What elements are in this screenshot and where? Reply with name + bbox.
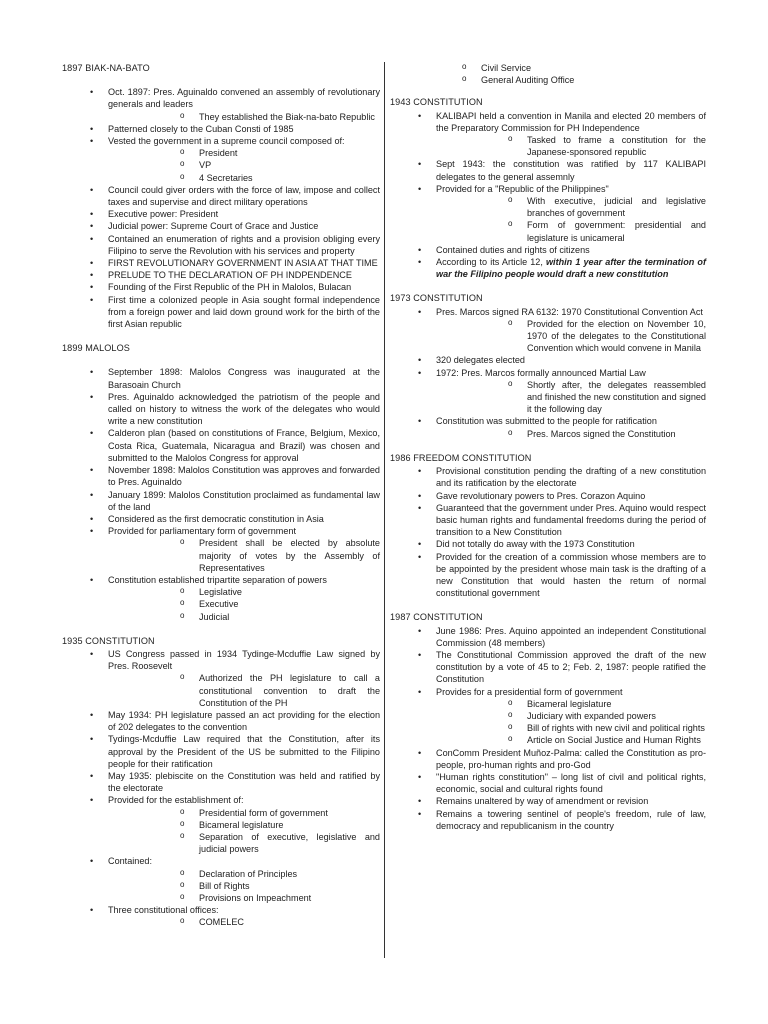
list-item: • November 1898: Malolos Constitution was approves and forwarded to Pres. Aguinaldo — [62, 464, 380, 488]
column-divider — [384, 62, 385, 958]
sub-list-item: o Authorized the PH legislature to call a constitutional convention to draft the Constitution of the PH — [108, 672, 380, 709]
sub-list — [436, 134, 706, 158]
sub-list-item: o Pres. Marcos signed the Constitution — [436, 428, 706, 440]
list-item: • Provisional constitution pending the drafting of a new constitution and its ratification by the electorate — [390, 465, 706, 489]
bullet-list — [62, 86, 380, 330]
list-item — [390, 686, 706, 747]
list-item-text: Pres. Marcos signed RA 6132: 1970 Constitutional Convention Act — [436, 306, 703, 317]
section-heading: 1935 CONSTITUTION — [62, 635, 155, 646]
section-heading: 1986 FREEDOM CONSTITUTION — [390, 452, 532, 463]
section-heading: 1899 MALOLOS — [62, 343, 130, 354]
sub-list-item: o President — [108, 147, 380, 159]
sub-list-item: o COMELEC — [108, 916, 380, 928]
list-item: • "Human rights constitution" – long list of civil and political rights, economic, social and cultural rights found — [390, 771, 706, 795]
sub-list-item: o Bill of rights with new civil and political rights — [436, 722, 706, 734]
list-item: • Calderon plan (based on constitutions of France, Belgium, Mexico, Costa Rica, Guatemala, Nicaragua and Brazil) was chosen and submitted to the Malolos Congress for approval — [62, 427, 380, 464]
list-item — [62, 86, 380, 123]
list-item: • Pres. Aguinaldo acknowledged the patriotism of the people and called on history to witness the work of the delegates who would write a new constitution — [62, 391, 380, 428]
list-item — [390, 306, 706, 355]
sub-list — [108, 586, 380, 623]
section-1899 — [62, 342, 380, 622]
sub-list-item: o Provided for the election on November 10, 1970 of the delegates to the Constitutional Convention which would convene in Manila — [436, 318, 706, 355]
list-item: • Council could giver orders with the force of law, impose and collect taxes and supervise and direct military operations — [62, 184, 380, 208]
emphasized-text: within 1 year after the termination of war the Filipino people would draft a new constitution — [436, 257, 706, 280]
list-item — [62, 904, 380, 928]
bullet-list — [62, 366, 380, 622]
section-1897 — [62, 62, 380, 330]
section-heading: 1943 CONSTITUTION — [390, 97, 483, 108]
sub-list — [108, 111, 380, 123]
list-item: • Provided for the creation of a commission whose members are to be appointed by the president whose main task is the drafting of a new Constitution that would hasten the return of normal constitutional government — [390, 551, 706, 600]
sub-list-item: o Presidential form of government — [108, 807, 380, 819]
sub-list — [108, 147, 380, 184]
sub-list-item: o VP — [108, 159, 380, 171]
sub-list-item: o General Auditing Office — [390, 74, 706, 86]
list-item: • May 1935: plebiscite on the Constitution was held and ratified by the electorate — [62, 770, 380, 794]
list-item-text: Provided for parliamentary form of government — [108, 526, 297, 537]
right-column — [390, 62, 706, 844]
sub-list — [108, 807, 380, 856]
sub-list-item: o Form of government: presidential and legislature is unicameral — [436, 219, 706, 243]
list-item — [62, 648, 380, 709]
sub-list-item: o With executive, judicial and legislative branches of government — [436, 195, 706, 219]
list-item — [390, 367, 706, 416]
list-item: • Remains unaltered by way of amendment or revision — [390, 795, 706, 807]
section-1987 — [390, 611, 706, 832]
list-item-text: Constitution established tripartite separation of powers — [108, 574, 327, 585]
list-item: • Did not totally do away with the 1973 Constitution — [390, 538, 706, 550]
list-item-text: KALIBAPI held a convention in Manila and elected 20 members of the Preparatory Commission for PH Independence — [436, 110, 706, 133]
list-item: • Gave revolutionary powers to Pres. Corazon Aquino — [390, 490, 706, 502]
section-1986 — [390, 452, 706, 599]
sub-list-item: o President shall be elected by absolute majority of votes by the Assembly of Representatives — [108, 537, 380, 574]
list-item: • Founding of the First Republic of the PH in Malolos, Bulacan — [62, 281, 380, 293]
list-item-text: Provided for a "Republic of the Philippines" — [436, 183, 609, 194]
list-item: • Contained duties and rights of citizens — [390, 244, 706, 256]
bullet-list — [390, 465, 706, 599]
list-item: • PRELUDE TO THE DECLARATION OF PH INDPENDENCE — [62, 269, 380, 281]
list-item: • Guaranteed that the government under Pres. Aquino would respect basic human rights and fundamental freedoms during the period of transition to a New Constitution — [390, 502, 706, 539]
sub-list-item: o Article on Social Justice and Human Rights — [436, 734, 706, 746]
list-item — [62, 135, 380, 184]
list-item: • May 1934: PH legislature passed an act providing for the election of 202 delegates to the convention — [62, 709, 380, 733]
list-item: • First time a colonized people in Asia sought formal independence from a foreign power and laid down ground work for the birth of the first Asian republic — [62, 294, 380, 331]
list-item: • Contained an enumeration of rights and a provision obliging every Filipino to serve the Revolution with his services and property — [62, 233, 380, 257]
list-item-text: Three constitutional offices: — [108, 905, 219, 916]
sub-list — [108, 868, 380, 905]
sub-list-item: o Civil Service — [390, 62, 706, 74]
list-item — [62, 574, 380, 623]
list-item: • September 1898: Malolos Congress was inaugurated at the Barasoain Church — [62, 366, 380, 390]
list-item: • Tydings-Mcduffie Law required that the Constitution, after its approval by the President of the US be submitted to the Filipino people for their ratification — [62, 733, 380, 770]
sub-list — [436, 698, 706, 747]
section-1943 — [390, 96, 706, 280]
sub-list-item: o Separation of executive, legislative and judicial powers — [108, 831, 380, 855]
sub-list-item: o Bill of Rights — [108, 880, 380, 892]
section-1935-continued — [390, 62, 706, 86]
list-item: • Considered as the first democratic constitution in Asia — [62, 513, 380, 525]
list-item: • Executive power: President — [62, 208, 380, 220]
list-item — [62, 855, 380, 904]
list-item-text: Provides for a presidential form of government — [436, 686, 623, 697]
list-item-text: US Congress passed in 1934 Tydinge-Mcduffie Law signed by Pres. Roosevelt — [108, 648, 380, 672]
list-item-text: Contained: — [108, 856, 152, 867]
bullet-list — [390, 625, 706, 832]
list-item — [390, 183, 706, 244]
list-item-text: Provided for the establishment of: — [108, 795, 244, 806]
sub-list — [436, 318, 706, 355]
sub-list-item: o Declaration of Principles — [108, 868, 380, 880]
list-item: • Judicial power: Supreme Court of Grace and Justice — [62, 220, 380, 232]
bullet-list — [62, 648, 380, 929]
left-column — [62, 62, 380, 941]
section-heading: 1973 CONSTITUTION — [390, 293, 483, 304]
list-item: • June 1986: Pres. Aquino appointed an independent Constitutional Commission (48 members) — [390, 625, 706, 649]
list-item — [62, 525, 380, 574]
sub-list-item: o Judiciary with expanded powers — [436, 710, 706, 722]
list-item — [390, 256, 706, 280]
list-item-text: Vested the government in a supreme council composed of: — [108, 136, 345, 147]
list-item-text: 1972: Pres. Marcos formally announced Martial Law — [436, 367, 646, 378]
list-item-text: According to its Article 12, — [436, 257, 546, 268]
sub-list-item: o They established the Biak-na-bato Republic — [108, 111, 380, 123]
list-item: • Patterned closely to the Cuban Consti of 1985 — [62, 123, 380, 135]
list-item — [390, 415, 706, 439]
section-heading: 1897 BIAK-NA-BATO — [62, 63, 150, 73]
list-item-text: Constitution was submitted to the people for ratification — [436, 416, 657, 427]
list-item: • January 1899: Malolos Constitution proclaimed as fundamental law of the land — [62, 489, 380, 513]
list-item — [390, 110, 706, 159]
list-item: • FIRST REVOLUTIONARY GOVERNMENT IN ASIA AT THAT TIME — [62, 257, 380, 269]
bullet-list — [390, 110, 706, 281]
sub-list-item: o Provisions on Impeachment — [108, 892, 380, 904]
sub-list — [108, 672, 380, 709]
sub-list-item: o Shortly after, the delegates reassembled and finished the new constitution and signed it the following day — [436, 379, 706, 416]
sub-list-item: o Tasked to frame a constitution for the Japanese-sponsored republic — [436, 134, 706, 158]
list-item: • Remains a towering sentinel of people's freedom, rule of law, democracy and republicanism in the country — [390, 808, 706, 832]
list-item-text: Oct. 1897: Pres. Aguinaldo convened an assembly of revolutionary generals and leaders — [108, 87, 380, 110]
sub-list — [436, 428, 706, 440]
bullet-list — [390, 306, 706, 440]
section-heading: 1987 CONSTITUTION — [390, 612, 483, 623]
list-item: • ConComm President Muñoz-Palma: called the Constitution as pro-people, pro-human rights and pro-God — [390, 747, 706, 771]
sub-list-item: o Bicameral legislature — [436, 698, 706, 710]
section-1973 — [390, 292, 706, 439]
list-item: • 320 delegates elected — [390, 354, 706, 366]
list-item: • Sept 1943: the constitution was ratified by 117 KALIBAPI delegates to the general assemnly — [390, 158, 706, 182]
list-item: • The Constitutional Commission approved the draft of the new constitution by a vote of 45 to 2; Feb. 2, 1987: people ratified the Constitution — [390, 649, 706, 686]
sub-list — [436, 379, 706, 416]
sub-list — [108, 537, 380, 574]
sub-list — [436, 195, 706, 244]
sub-list-item: o Judicial — [108, 611, 380, 623]
sub-list-item: o Legislative — [108, 586, 380, 598]
sub-list — [390, 62, 706, 86]
sub-list-item: o 4 Secretaries — [108, 172, 380, 184]
sub-list-item: o Bicameral legislature — [108, 819, 380, 831]
sub-list-item: o Executive — [108, 598, 380, 610]
list-item — [62, 794, 380, 855]
sub-list — [108, 916, 380, 928]
section-1935 — [62, 635, 380, 929]
